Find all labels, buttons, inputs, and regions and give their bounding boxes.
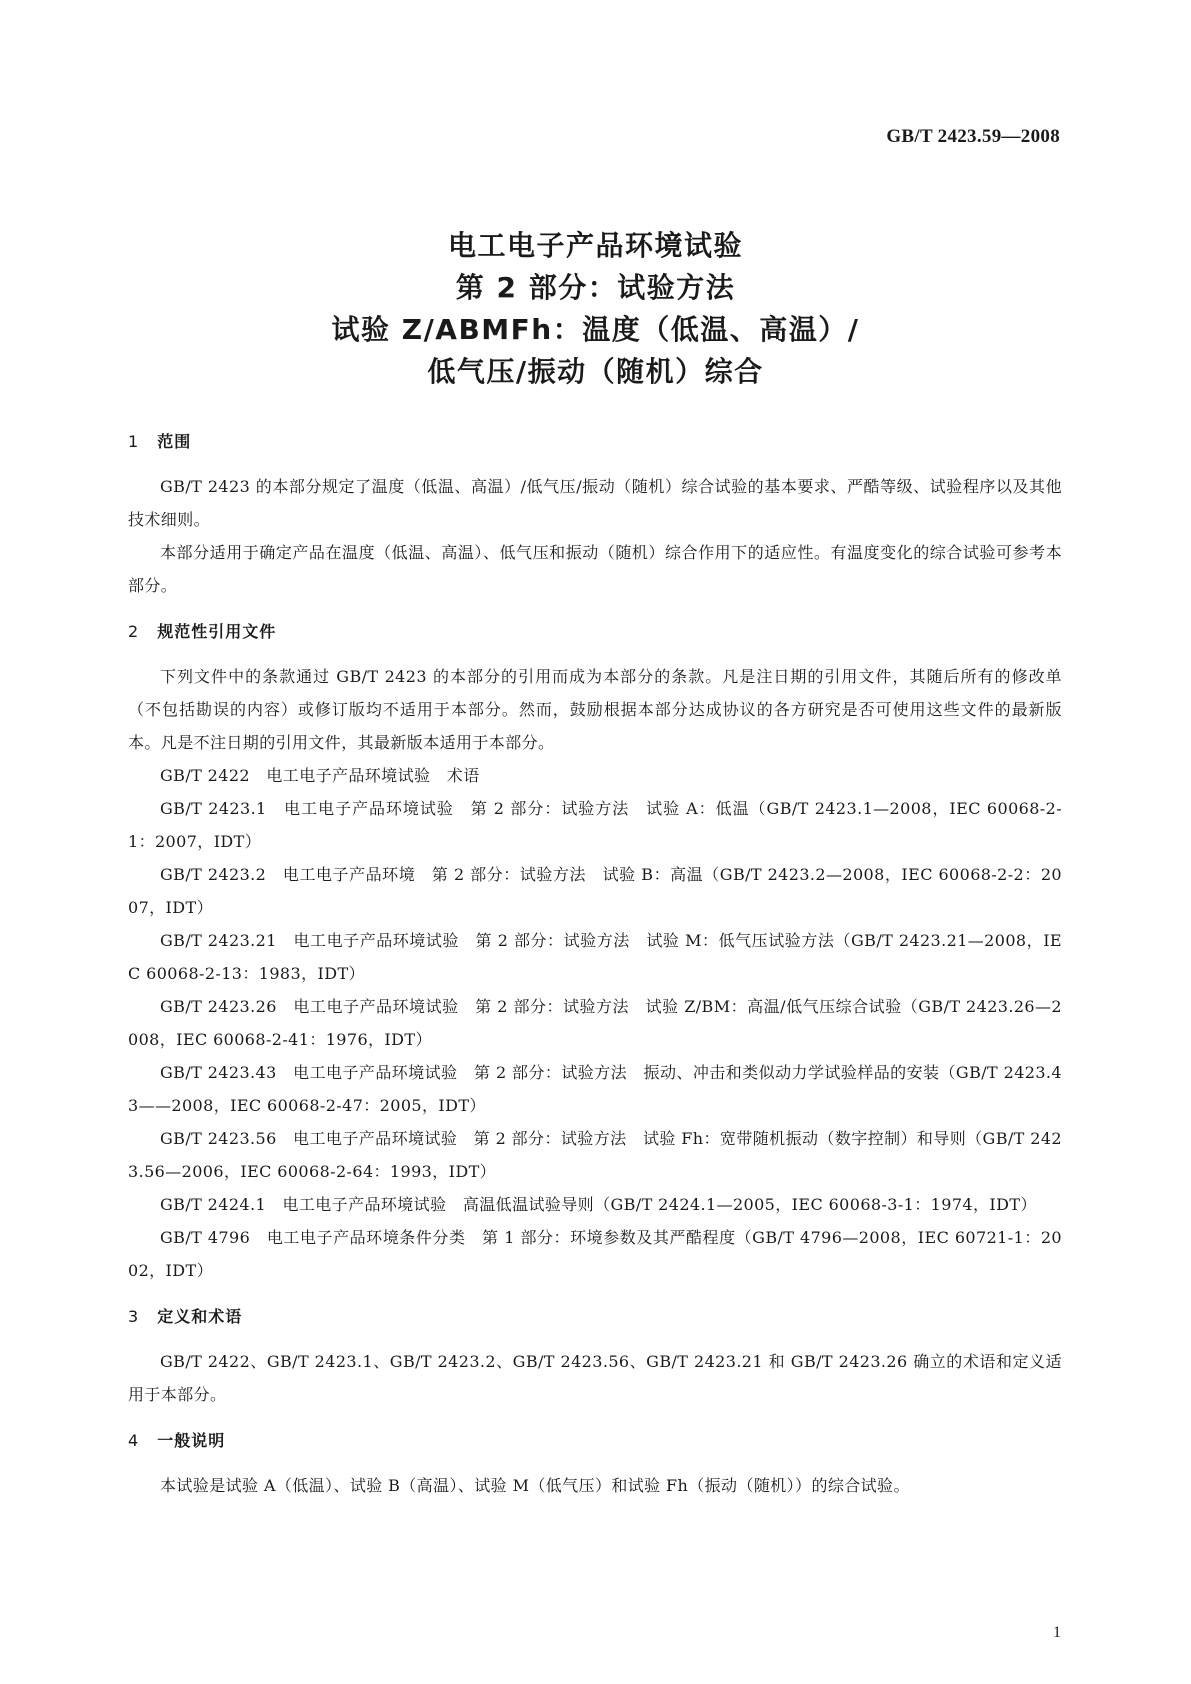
section-title: 定义和术语 bbox=[157, 1307, 243, 1326]
reference-item: GB/T 2422 电工电子产品环境试验 术语 bbox=[160, 766, 480, 785]
section-title: 规范性引用文件 bbox=[157, 622, 277, 641]
paragraph: 本部分适用于确定产品在温度（低温、高温）、低气压和振动（随机）综合作用下的适应性。有温度变化的综合试验可参考本部分。 bbox=[128, 543, 1062, 595]
paragraph: GB/T 2423 的本部分规定了温度（低温、高温）/低气压/振动（随机）综合试验的基本要求、严酷等级、试验程序以及其他技术细则。 bbox=[128, 477, 1062, 529]
reference-item: GB/T 2423.43 电工电子产品环境试验 第 2 部分：试验方法 振动、冲击和类似动力学试验样品的安装（GB/T 2423.43——2008，IEC 60068-2-47：2005，IDT） bbox=[128, 1063, 1062, 1115]
title-line-3: 试验 Z/ABMFh：温度（低温、高温）/ bbox=[331, 313, 860, 346]
title-line-4: 低气压/振动（随机）综合 bbox=[427, 355, 764, 388]
standard-code: GB/T 2423.59—2008 bbox=[886, 126, 1060, 147]
reference-item: GB/T 2424.1 电工电子产品环境试验 高温低温试验导则（GB/T 2424.1—2005，IEC 60068-3-1：1974，IDT） bbox=[160, 1195, 1037, 1214]
title-line-2: 第 2 部分：试验方法 bbox=[455, 271, 736, 304]
section-title: 范围 bbox=[157, 432, 192, 451]
section-title: 一般说明 bbox=[157, 1431, 226, 1450]
paragraph: 本试验是试验 A（低温）、试验 B（高温）、试验 M（低气压）和试验 Fh（振动（随机））的综合试验。 bbox=[160, 1476, 910, 1495]
paragraph: GB/T 2422、GB/T 2423.1、GB/T 2423.2、GB/T 2423.56、GB/T 2423.21 和 GB/T 2423.26 确立的术语和定义适用于本部分。 bbox=[128, 1352, 1062, 1404]
paragraph: 下列文件中的条款通过 GB/T 2423 的本部分的引用而成为本部分的条款。凡是注日期的引用文件，其随后所有的修改单（不包括勘误的内容）或修订版均不适用于本部分。然而，鼓励根据本部分达成协议的各方研究是否可使用这些文件的最新版本。凡是不注日期的引用文件，其最新版本适用于本部分。 bbox=[128, 667, 1062, 752]
document-title bbox=[0, 225, 1191, 393]
reference-item: GB/T 2423.21 电工电子产品环境试验 第 2 部分：试验方法 试验 M：低气压试验方法（GB/T 2423.21—2008，IEC 60068-2-13：1983，IDT） bbox=[128, 931, 1062, 983]
section-number: 1 bbox=[128, 432, 140, 451]
reference-item: GB/T 2423.56 电工电子产品环境试验 第 2 部分：试验方法 试验 Fh：宽带随机振动（数字控制）和导则（GB/T 2423.56—2006，IEC 60068-2-64：1993，IDT） bbox=[128, 1129, 1062, 1181]
section-heading-terms bbox=[128, 1305, 1062, 1329]
section-number: 4 bbox=[128, 1431, 140, 1450]
reference-item: GB/T 2423.26 电工电子产品环境试验 第 2 部分：试验方法 试验 Z/BM：高温/低气压综合试验（GB/T 2423.26—2008，IEC 60068-2-41：1976，IDT） bbox=[128, 997, 1062, 1049]
section-number: 3 bbox=[128, 1307, 140, 1326]
reference-item: GB/T 4796 电工电子产品环境条件分类 第 1 部分：环境参数及其严酷程度（GB/T 4796—2008，IEC 60721-1：2002，IDT） bbox=[128, 1228, 1062, 1280]
section-heading-normative-references bbox=[128, 620, 1062, 644]
section-number: 2 bbox=[128, 622, 140, 641]
page-number: 1 bbox=[1053, 1624, 1061, 1641]
document-body bbox=[128, 430, 1062, 1502]
reference-item: GB/T 2423.2 电工电子产品环境 第 2 部分：试验方法 试验 B：高温（GB/T 2423.2—2008，IEC 60068-2-2：2007，IDT） bbox=[128, 865, 1062, 917]
reference-item: GB/T 2423.1 电工电子产品环境试验 第 2 部分：试验方法 试验 A：低温（GB/T 2423.1—2008，IEC 60068-2-1：2007，IDT） bbox=[128, 799, 1062, 851]
section-heading-scope bbox=[128, 430, 1062, 454]
section-heading-general bbox=[128, 1429, 1062, 1453]
title-line-1: 电工电子产品环境试验 bbox=[447, 229, 743, 262]
